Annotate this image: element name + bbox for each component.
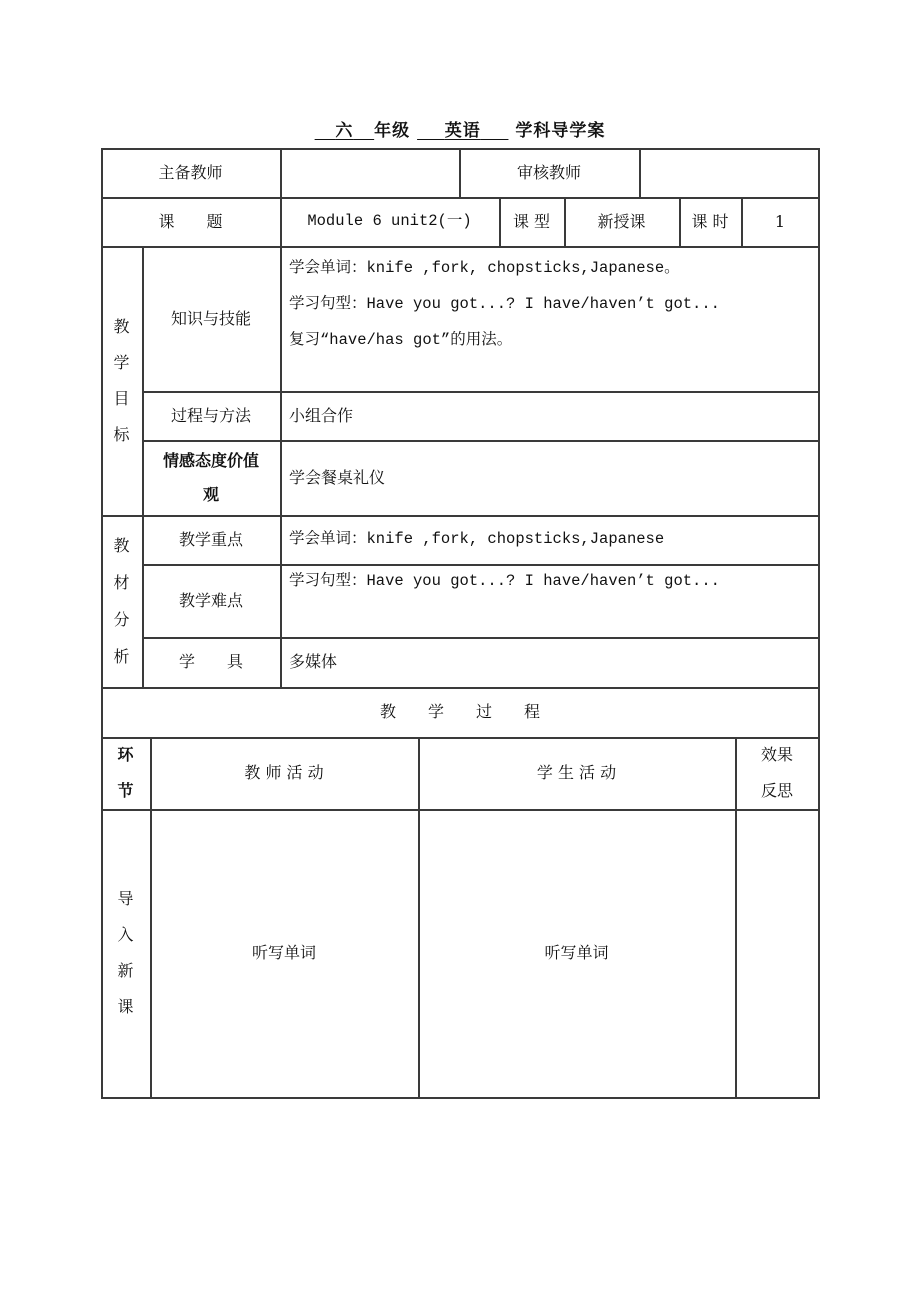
topic-label: 课 题 xyxy=(158,211,223,231)
stage-column-header: 环 节 xyxy=(117,745,134,800)
material-analysis-section-label: 教 材 分 析 xyxy=(113,536,130,666)
content-line: 学习句型：Have you got...? I have/haven’t got... xyxy=(289,295,720,313)
reflection-column-header: 效果 反思 xyxy=(760,745,793,800)
student-activity-cell: 听写单词 xyxy=(544,943,609,963)
stage-lead-in: 导 入 新 课 xyxy=(117,889,134,1016)
reflection-cell[interactable] xyxy=(735,809,819,1097)
lesson-hours-label: 课 时 xyxy=(691,211,729,231)
lesson-hours-value: 1 xyxy=(774,211,786,231)
teaching-process-title: 教 学 过 程 xyxy=(379,702,540,722)
student-activity-column-header: 学 生 活 动 xyxy=(536,763,617,783)
title-suffix: 学科导学案 xyxy=(515,121,606,141)
reviewer-field[interactable] xyxy=(639,148,819,197)
topic-value: Module 6 unit2(一) xyxy=(307,212,472,231)
lead-teacher-field[interactable] xyxy=(280,148,459,197)
difficult-points-label: 教学难点 xyxy=(178,590,243,610)
teacher-activity-cell: 听写单词 xyxy=(251,943,316,963)
teaching-aids-label: 学 具 xyxy=(178,652,243,672)
document-title xyxy=(0,116,920,141)
lesson-type-label: 课 型 xyxy=(512,211,551,231)
difficult-points-content: 学习句型：Have you got...? I have/haven’t got... xyxy=(289,572,720,590)
key-points-content: 学会单词：knife ,fork, chopsticks,Japanese xyxy=(289,530,665,549)
teacher-activity-column-header: 教 师 活 动 xyxy=(244,763,324,783)
key-points-label: 教学重点 xyxy=(178,529,243,549)
lead-teacher-label: 主备教师 xyxy=(158,162,223,182)
lesson-type-value: 新授课 xyxy=(597,211,646,231)
process-method-label: 过程与方法 xyxy=(170,405,251,425)
knowledge-skills-content xyxy=(280,250,819,391)
attitude-values-content: 学会餐桌礼仪 xyxy=(289,467,386,487)
knowledge-skills-label: 知识与技能 xyxy=(170,308,251,328)
grade-label: 年级 xyxy=(374,121,411,141)
grade-value: 六 xyxy=(335,121,354,141)
reviewer-label: 审核教师 xyxy=(516,162,581,182)
process-method-content: 小组合作 xyxy=(289,405,354,425)
attitude-values-label: 情感态度价值 观 xyxy=(162,450,259,504)
content-line: 学会单词：knife ,fork, chopsticks,Japanese。 xyxy=(289,259,680,277)
teaching-goals-section-label: 教 学 目 标 xyxy=(113,316,130,444)
subject-value: 英语 xyxy=(444,121,481,141)
teaching-aids-content: 多媒体 xyxy=(289,652,338,672)
content-line: 复习“have/has got”的用法。 xyxy=(289,331,513,349)
